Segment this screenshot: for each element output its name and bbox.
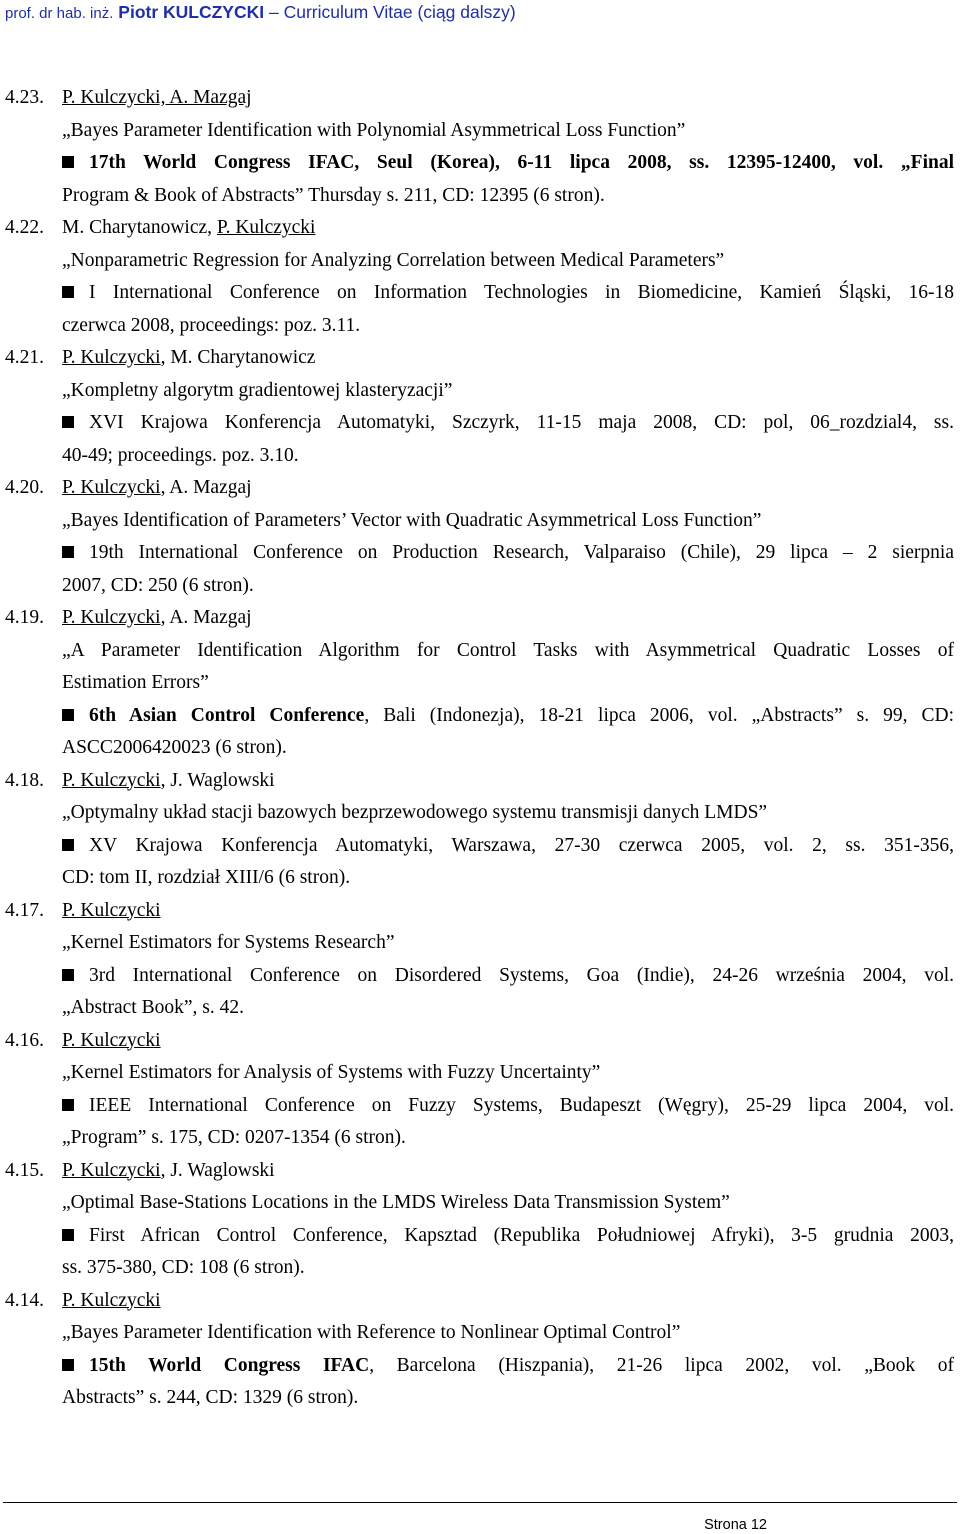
entry-number: 4.16. (5, 1029, 44, 1051)
entry-number: 4.22. (5, 217, 44, 238)
entry-title: „Kompletny algorytm gradientowej klasteryzacji” (62, 379, 453, 401)
publication-list (0, 82, 960, 1415)
entry-title: „Bayes Parameter Identification with Polynomial Asymmetrical Loss Function” (62, 119, 686, 141)
entry-venue: 15th World Congress IFAC, Barcelona (Hiszpania), 21-26 lipca 2002, vol. „Book of (62, 1350, 954, 1383)
entry-number: 4.18. (5, 769, 44, 791)
entry-venue: IEEE International Conference on Fuzzy Systems, Budapeszt (Węgry), 25-29 lipca 2004, vol. (62, 1090, 954, 1123)
entry-venue: XVI Krajowa Konferencja Automatyki, Szczyrk, 11-15 maja 2008, CD: pol, 06_rozdzial4, ss. (62, 407, 954, 440)
entry-title: „Bayes Identification of Parameters’ Vector with Quadratic Asymmetrical Loss Function” (62, 509, 762, 531)
publication-entry (0, 1155, 960, 1285)
publication-entry (0, 895, 960, 1025)
bullet-square-icon (62, 1229, 74, 1241)
footer-divider (3, 1502, 957, 1503)
entry-number: 4.14. (5, 1289, 44, 1311)
entry-title: „Kernel Estimators for Systems Research” (62, 932, 395, 953)
entry-venue: 6th Asian Control Conference, Bali (Indonezja), 18-21 lipca 2006, vol. „Abstracts” s. 99, CD: (62, 700, 954, 733)
author-name: Piotr KULCZYCKI (118, 2, 265, 22)
entry-title-continued: Estimation Errors” (62, 672, 209, 693)
bullet-square-icon (62, 286, 74, 298)
entry-venue: First African Control Conference, Kapsztad (Republika Południowej Afryki), 3-5 grudnia 2003, (62, 1220, 954, 1253)
entry-venue: 17th World Congress IFAC, Seul (Korea), 6-11 lipca 2008, ss. 12395-12400, vol. „Final (62, 147, 954, 180)
entry-authors: P. Kulczycki, J. Waglowski (62, 769, 275, 791)
entry-title: „Bayes Parameter Identification with Reference to Nonlinear Optimal Control” (62, 1322, 681, 1343)
entry-number: 4.23. (5, 87, 44, 108)
bullet-square-icon (62, 546, 74, 558)
entry-title: „Nonparametric Regression for Analyzing Correlation between Medical Parameters” (62, 249, 725, 271)
entry-number: 4.19. (5, 607, 44, 628)
entry-authors: P. Kulczycki, A. Mazgaj (62, 477, 252, 498)
entry-venue: 19th International Conference on Production Research, Valparaiso (Chile), 29 lipca – 2 sierpnia (62, 537, 954, 570)
publication-entry (0, 82, 960, 212)
entry-venue-continued: ASCC2006420023 (6 stron). (62, 737, 287, 758)
entry-venue-continued: 2007, CD: 250 (6 stron). (62, 574, 254, 596)
bullet-square-icon (62, 1359, 74, 1371)
entry-authors: P. Kulczycki (62, 1289, 161, 1311)
entry-number: 4.17. (5, 899, 44, 921)
page-number: Strona 12 (704, 1517, 767, 1533)
bullet-square-icon (62, 416, 74, 428)
entry-venue: XV Krajowa Konferencja Automatyki, Warszawa, 27-30 czerwca 2005, vol. 2, ss. 351-356, (62, 830, 954, 863)
entry-venue-continued: ss. 375-380, CD: 108 (6 stron). (62, 1257, 305, 1278)
publication-entry (0, 212, 960, 342)
entry-venue-continued: „Program” s. 175, CD: 0207-1354 (6 stron). (62, 1127, 406, 1148)
header-dash: – (264, 2, 284, 22)
entry-title: „Optimal Base-Stations Locations in the LMDS Wireless Data Transmission System” (62, 1192, 730, 1213)
entry-title: „A Parameter Identification Algorithm for Control Tasks with Asymmetrical Quadratic Losses of (62, 639, 954, 661)
publication-entry (0, 1025, 960, 1155)
entry-venue-continued: czerwca 2008, proceedings: poz. 3.11. (62, 314, 361, 336)
entry-venue: 3rd International Conference on Disordered Systems, Goa (Indie), 24-26 września 2004, vol. (62, 960, 954, 993)
entry-venue-continued: Program & Book of Abstracts” Thursday s. 211, CD: 12395 (6 stron). (62, 184, 605, 206)
publication-entry (0, 342, 960, 472)
entry-venue-continued: „Abstract Book”, s. 42. (62, 997, 244, 1018)
bullet-square-icon (62, 709, 74, 721)
entry-venue-continued: 40-49; proceedings. poz. 3.10. (62, 444, 299, 466)
entry-authors: P. Kulczycki, J. Waglowski (62, 1159, 275, 1181)
bullet-square-icon (62, 156, 74, 168)
entry-title: „Kernel Estimators for Analysis of Systems with Fuzzy Uncertainty” (62, 1062, 601, 1083)
entry-authors: P. Kulczycki (62, 1029, 161, 1051)
publication-entry (0, 1285, 960, 1415)
entry-venue-continued: CD: tom II, rozdział XIII/6 (6 stron). (62, 867, 351, 888)
author-prefix: prof. dr hab. inż. (5, 5, 114, 22)
entry-venue: I International Conference on Information Technologies in Biomedicine, Kamień Śląski, 16-18 (62, 277, 954, 310)
entry-authors: P. Kulczycki, A. Mazgaj (62, 87, 252, 108)
page-header (5, 2, 516, 23)
entry-authors: P. Kulczycki, A. Mazgaj (62, 607, 252, 628)
publication-entry (0, 765, 960, 895)
bullet-square-icon (62, 839, 74, 851)
bullet-square-icon (62, 969, 74, 981)
bullet-square-icon (62, 1099, 74, 1111)
entry-authors: M. Charytanowicz, P. Kulczycki (62, 217, 316, 238)
entry-title: „Optymalny układ stacji bazowych bezprzewodowego systemu transmisji danych LMDS” (62, 802, 768, 823)
entry-number: 4.15. (5, 1159, 44, 1181)
publication-entry (0, 472, 960, 602)
entry-number: 4.21. (5, 347, 44, 368)
entry-authors: P. Kulczycki, M. Charytanowicz (62, 347, 316, 368)
publication-entry (0, 602, 960, 765)
entry-venue-continued: Abstracts” s. 244, CD: 1329 (6 stron). (62, 1387, 359, 1408)
entry-number: 4.20. (5, 477, 44, 498)
document-title: Curriculum Vitae (ciąg dalszy) (283, 2, 516, 22)
entry-authors: P. Kulczycki (62, 899, 161, 921)
